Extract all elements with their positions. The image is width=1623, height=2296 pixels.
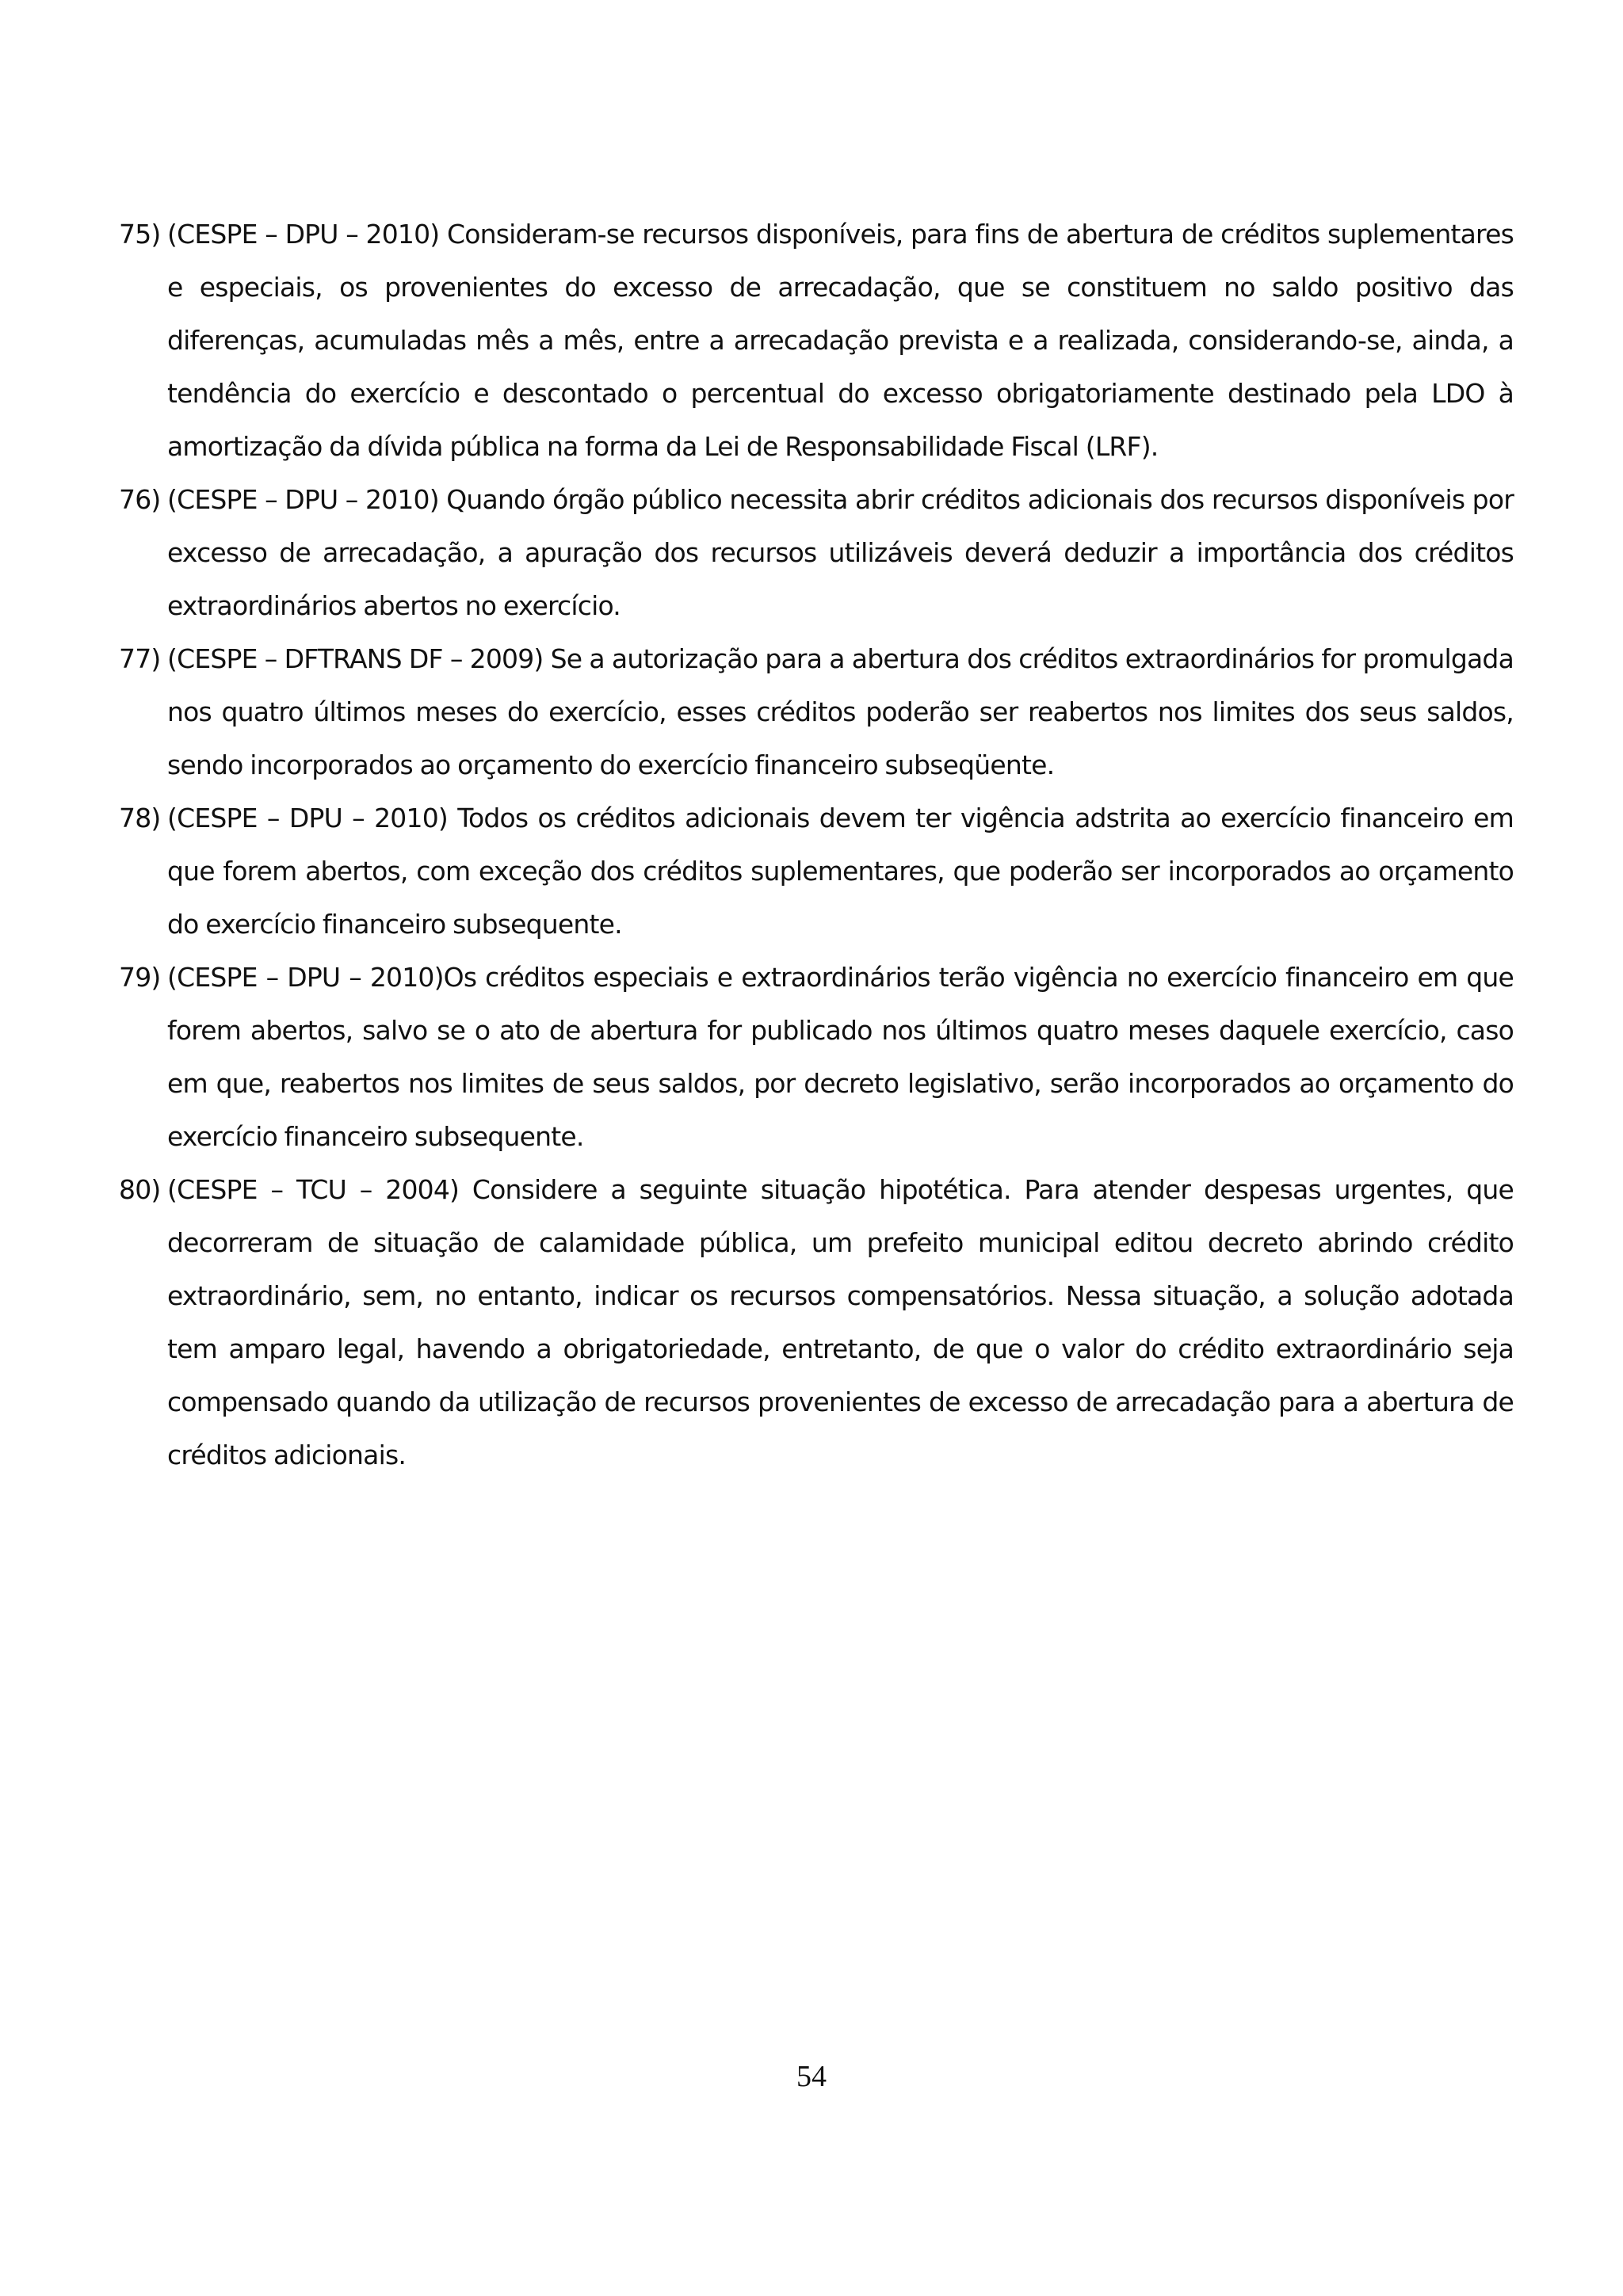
question-item [119,208,1514,473]
question-number: 80) [119,1174,161,1205]
question-text: (CESPE – DFTRANS DF – 2009) Se a autorização para a abertura dos créditos extraordinários for promulgada nos quatro últimos meses do exercício, esses créditos poderão ser reabertos nos limites dos seus saldos, sendo incorporados ao orçamento do exercício financeiro subseqüente. [167,643,1514,780]
question-number: 75) [119,219,161,250]
question-number: 79) [119,962,161,993]
question-number: 77) [119,643,161,674]
question-text: (CESPE – DPU – 2010) Todos os créditos adicionais devem ter vigência adstrita ao exercício financeiro em que forem abertos, com exceção dos créditos suplementares, que poderão ser incorporados ao orçamento do exercício financeiro subsequente. [167,803,1514,940]
question-number: 78) [119,803,161,833]
question-number: 76) [119,484,161,515]
question-item [119,473,1514,632]
question-list [119,208,1514,1482]
question-item [119,951,1514,1163]
page-number: 54 [796,2060,827,2093]
question-item [119,791,1514,951]
question-text: (CESPE – TCU – 2004) Considere a seguinte situação hipotética. Para atender despesas urgentes, que decorreram de situação de calamidade pública, um prefeito municipal editou decreto abrindo crédito extraordinário, sem, no entanto, indicar os recursos compensatórios. Nessa situação, a solução adotada tem amparo legal, havendo a obrigatoriedade, entretanto, de que o valor do crédito extraordinário seja compensado quando da utilização de recursos provenientes de excesso de arrecadação para a abertura de créditos adicionais. [167,1174,1514,1470]
question-text: (CESPE – DPU – 2010)Os créditos especiais e extraordinários terão vigência no exercício financeiro em que forem abertos, salvo se o ato de abertura for publicado nos últimos quatro meses daquele exercício, caso em que, reabertos nos limites de seus saldos, por decreto legislativo, serão incorporados ao orçamento do exercício financeiro subsequente. [167,962,1514,1152]
question-text: (CESPE – DPU – 2010) Consideram-se recursos disponíveis, para fins de abertura de créditos suplementares e especiais, os provenientes do excesso de arrecadação, que se constituem no saldo positivo das diferenças, acumuladas mês a mês, entre a arrecadação prevista e a realizada, considerando-se, ainda, a tendência do exercício e descontado o percentual do excesso obrigatoriamente destinado pela LDO à amortização da dívida pública na forma da Lei de Responsabilidade Fiscal (LRF). [167,219,1514,462]
question-item [119,632,1514,791]
question-item [119,1163,1514,1482]
question-text: (CESPE – DPU – 2010) Quando órgão público necessita abrir créditos adicionais dos recursos disponíveis por excesso de arrecadação, a apuração dos recursos utilizáveis deverá deduzir a importância dos créditos extraordinários abertos no exercício. [167,484,1514,621]
